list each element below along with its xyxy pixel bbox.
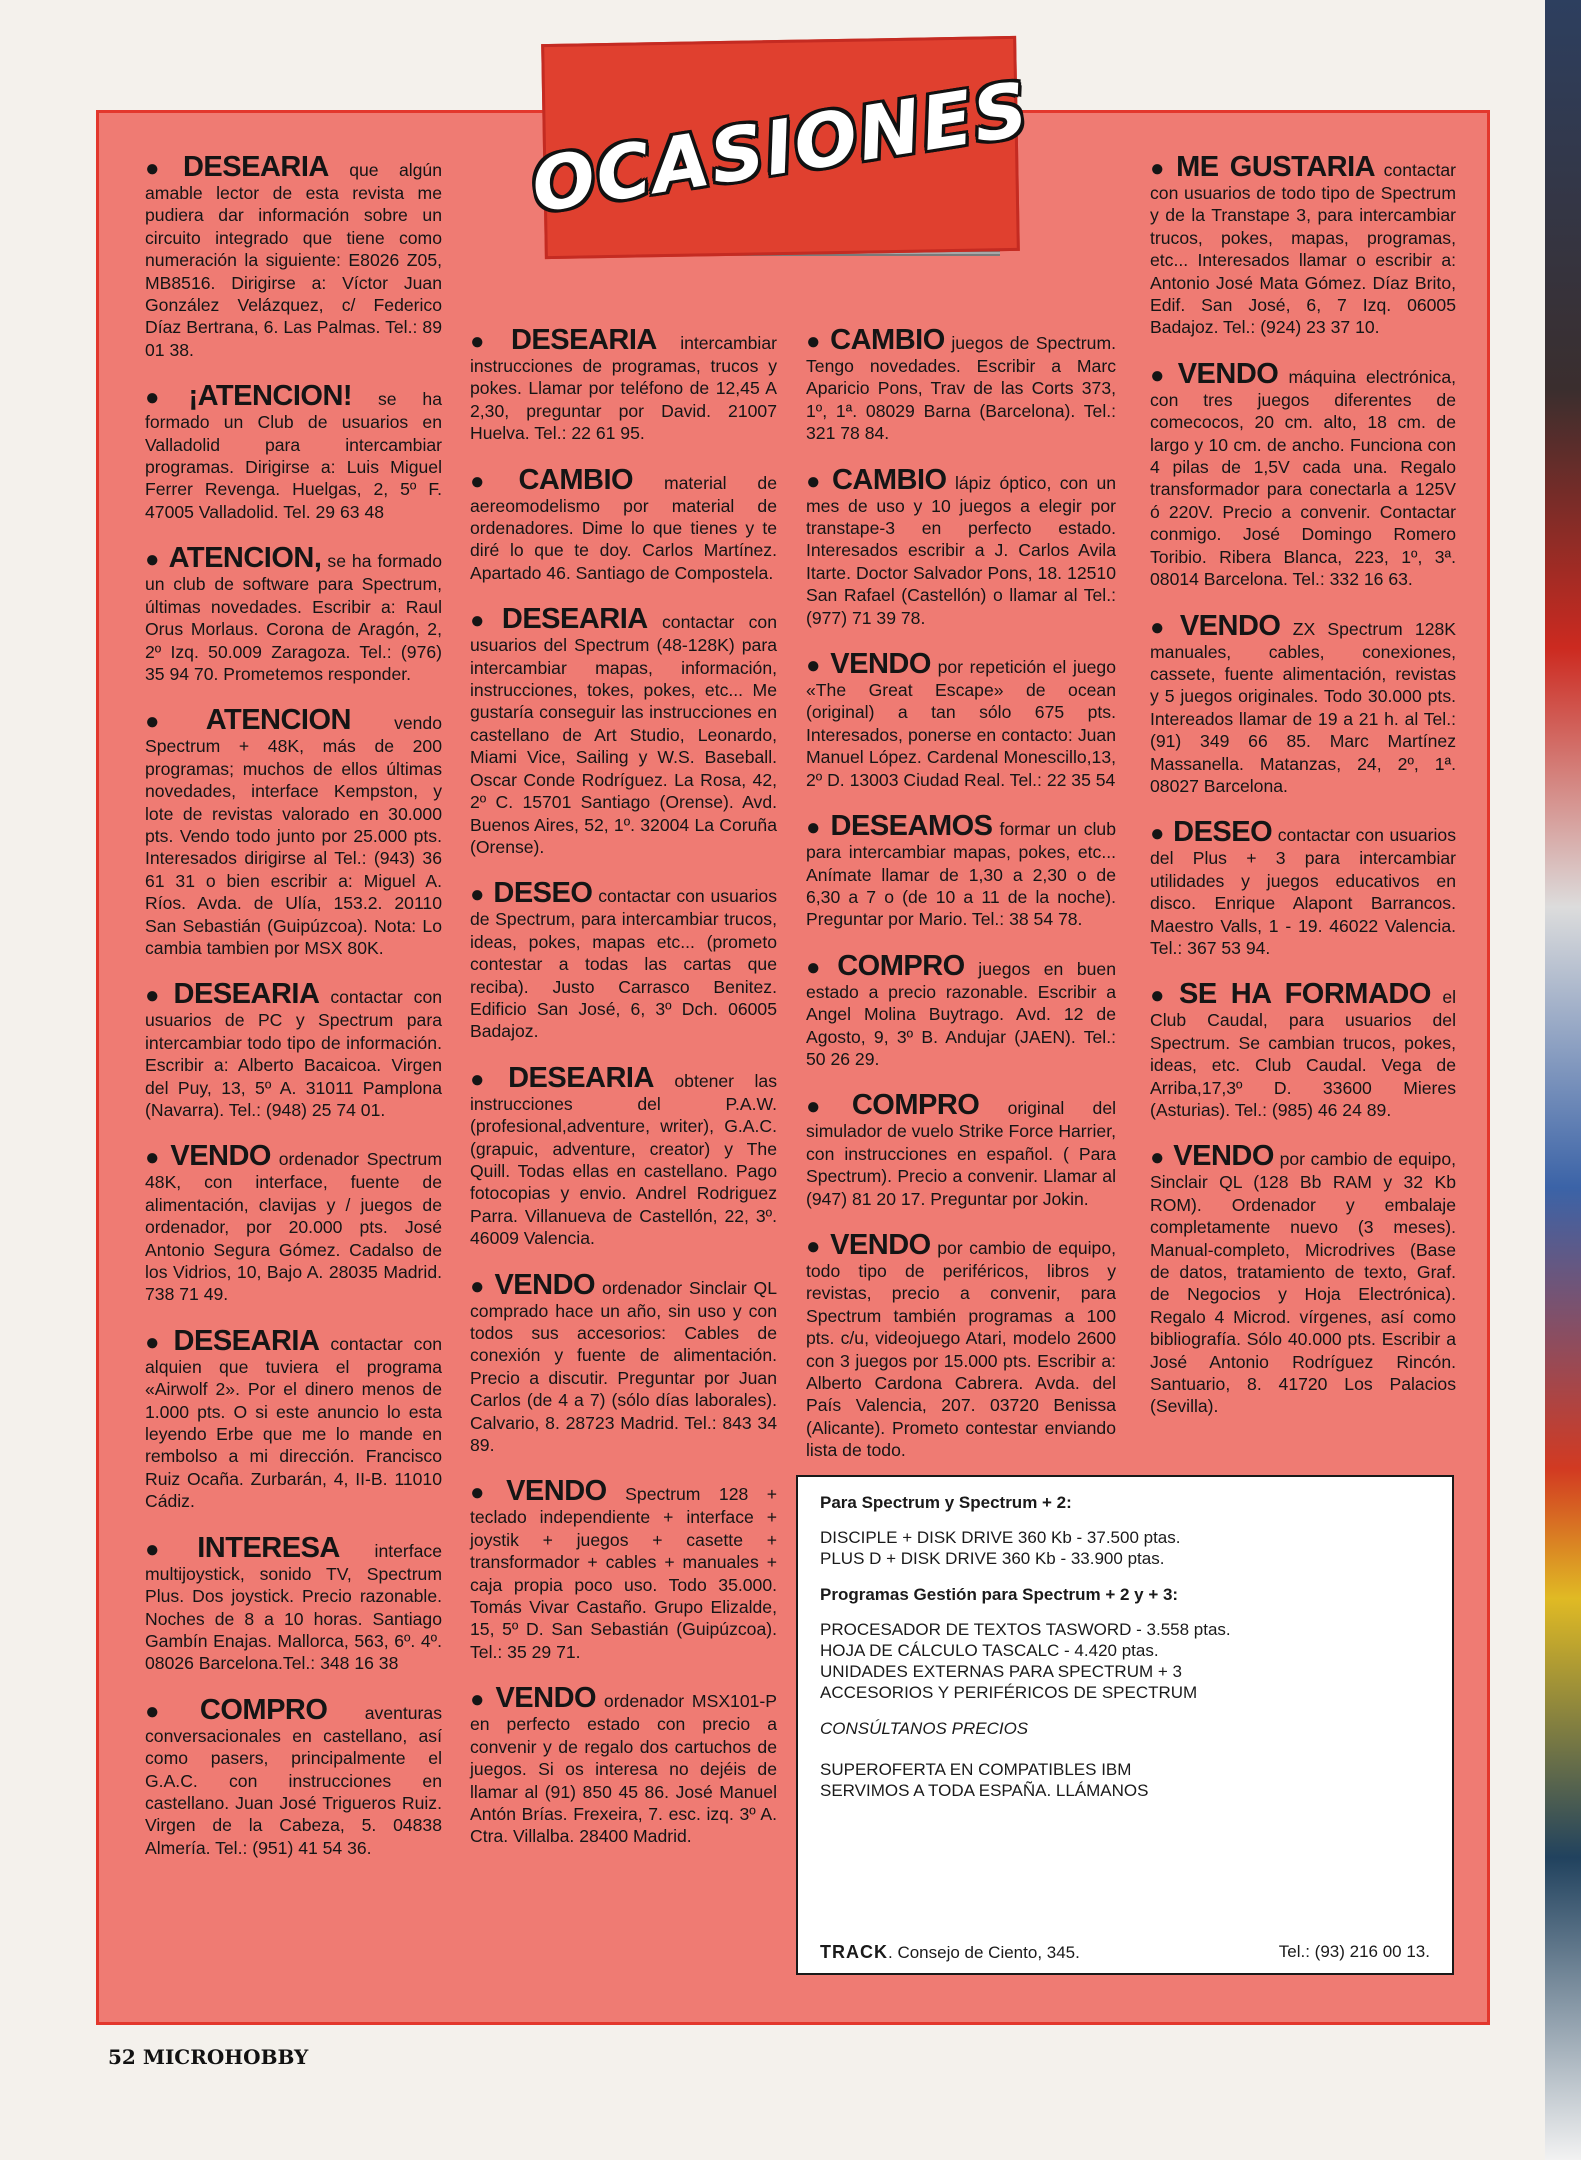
ad-keyword: ATENCION,: [168, 542, 322, 575]
bullet-icon: ●: [145, 384, 181, 412]
bullet-icon: ●: [470, 1686, 488, 1714]
bullet-icon: ●: [1150, 155, 1169, 182]
ad-keyword: DESEAMOS: [830, 810, 993, 843]
track-line: PLUS D + DISK DRIVE 360 Kb - 33.900 ptas.: [820, 1549, 1165, 1568]
ad-text: que algún amable lector de esta revista me pudiera dar información sobre un circuito integrado que tiene como numeración la siguiente: E8026 Z05, MB8516. Dirigirse a: Víctor Juan González Velázquez, c/ Federico Díaz Bertrana, 6. Las Palmas. Tel.: 89 01 38.: [145, 160, 442, 360]
ad-keyword: DESEARIA: [508, 1061, 654, 1094]
ad-text: aventuras conversacionales en castellano, así como pasers, principalmente el G.A.C. con instrucciones en castellano. Juan José Trigueros Ruiz. Virgen de la Cabeza, 5. 04838 Almería. Tel.: (951) 41 54 36.: [145, 1702, 442, 1858]
bullet-icon: ●: [1150, 613, 1172, 641]
ad-keyword: VENDO: [170, 1140, 271, 1173]
bullet-icon: ●: [806, 953, 830, 981]
bullet-icon: ●: [1150, 820, 1166, 848]
ad-keyword: COMPRO: [199, 1693, 328, 1726]
classified-ad: [470, 1476, 777, 1663]
ad-keyword: VENDO: [1173, 1140, 1274, 1173]
classified-ad: [145, 381, 442, 523]
ad-keyword: DESEARIA: [182, 151, 329, 183]
track-phone: Tel.: (93) 216 00 13.: [1278, 1942, 1430, 1961]
column-3: [806, 325, 1116, 1482]
classified-ad: [806, 811, 1116, 931]
bullet-icon: ●: [145, 982, 166, 1010]
bullet-icon: ●: [145, 1697, 192, 1725]
ad-text: contactar con usuarios del Plus + 3 para intercambiar utilidades y juegos educativos en disco. Enrique Alapont Barrancos. Maestro Valls, 1 - 19. 46022 Valencia. Tel.: 367 53 94.: [1150, 825, 1456, 958]
track-consult: CONSÚLTANOS PRECIOS: [820, 1719, 1029, 1738]
ad-keyword: VENDO: [1179, 609, 1281, 642]
ad-text: contactar con usuarios de PC y Spectrum para intercambiar todo tipo de información. Escribir a: Alberto Bacaicoa. Virgen del Puy, 13, 5º A. 31011 Pamplona (Navarra). Tel.: (948) 25 74 01.: [145, 987, 443, 1120]
bullet-icon: ●: [806, 467, 824, 495]
bullet-icon: ●: [1150, 1144, 1166, 1172]
track-line: SERVIMOS A TODA ESPAÑA. LLÁMANOS: [820, 1781, 1149, 1800]
classified-ad: [1150, 817, 1456, 959]
bullet-icon: ●: [1150, 361, 1170, 389]
track-line: UNIDADES EXTERNAS PARA SPECTRUM + 3: [820, 1662, 1182, 1681]
ad-text: obtener las instrucciones del P.A.W. (profesional,adventure, writer), G.A.C. (grapuic, adventure, creator) y The Quill. Todas ellas en castellano. Pago fotocopias y envio. Andrel Rodriguez Parra. Villanueva de Castellón, 22, 3º. 46009 Valencia.: [470, 1070, 777, 1249]
ad-keyword: ATENCION: [205, 704, 351, 737]
ad-keyword: VENDO: [1177, 357, 1279, 390]
ad-keyword: DESEO: [1173, 816, 1273, 849]
classified-ad: [145, 543, 442, 685]
ad-text: ZX Spectrum 128K manuales, cables, conexiones, cassete, fuente alimentación, revistas y 5 juegos originales. Todo 30.000 pts. Intereados llamar de 19 a 21 h. al Tel.: (91) 349 66 85. Marc Martínez Massanella. Matanzas, 24, 2º, 1ª. 08027 Barcelona.: [1150, 618, 1457, 796]
classified-ad: [145, 979, 442, 1121]
classified-ad: [470, 465, 777, 585]
ad-text: vendo Spectrum + 48K, más de 200 programas; muchos de ellos últimas novedades, interface Kempston, y lote de revistas valorado en 30.000 pts. Vendo todo junto por 25.000 pts. Interesados dirigirse al Tel.: (943) 36 61 31 o bien escribir a: Miguel A. Ríos. Avda. de Ulía, 153.2. 20110 San Sebastián (Guipúzcoa). Nota: Lo cambia tambien por MSX 80K.: [145, 713, 442, 958]
ad-text: contactar con usuarios del Spectrum (48-128K) para intercambiar mapas, información, instrucciones, tokes, pokes, etc... Me gustaría conseguir las instrucciones en castellano de Art Studio, Leonardo, Miami Vice, Sailing y W.S. Baseball. Oscar Conde Rodríguez. La Rosa, 42, 2º C. 15701 Santiago (Orense). Avd. Buenos Aires, 52, 1º. 32004 La Coruña (Orense).: [470, 612, 777, 857]
track-brand: TRACK: [820, 1942, 888, 1962]
ad-keyword: CAMBIO: [831, 463, 947, 496]
magazine-name: MICROHOBBY: [142, 2045, 309, 2069]
bullet-icon: ●: [145, 155, 175, 182]
ad-text: juegos en buen estado a precio razonable. Escribir a Angel Molina Buytrago. Avd. 12 de Agosto, 9, 3º B. Andujar (JAEN). Tel.: 50 26 29.: [806, 958, 1116, 1069]
classified-ad: [1150, 359, 1456, 591]
ad-text: el Club Caudal, para usuarios del Spectrum. Se cambian trucos, pokes, ideas, etc. Club Caudal. Vega de Arriba,17,3º D. 33600 Mieres (Asturias). Tel.: (985) 46 24 89.: [1150, 987, 1457, 1120]
bullet-icon: ●: [806, 814, 823, 842]
track-line: SUPEROFERTA EN COMPATIBLES IBM: [820, 1760, 1132, 1779]
track-items-1: [820, 1527, 1430, 1569]
bullet-icon: ●: [470, 467, 511, 495]
bullet-icon: ●: [470, 607, 494, 635]
track-items-2: [820, 1619, 1430, 1703]
track-address: . Consejo de Ciento, 345.: [888, 1943, 1080, 1962]
classified-ad: [470, 1063, 777, 1250]
ad-text: ordenador MSX101-P en perfecto estado con precio a convenir y de regalo dos cartuchos de juegos. Si os interesa no dejéis de llamar al (91) 850 45 86. José Manuel Antón Brías. Frexeira, 7. esc. izq. 3º A. Ctra. Villalba. 28400 Madrid.: [470, 1691, 778, 1847]
classified-ad: [145, 705, 442, 959]
classified-ad: [806, 951, 1116, 1071]
ad-text: contactar con alquien que tuviera el programa «Airwolf 2». Por el dinero menos de 1.000 pts. O si este anuncio lo esta leyendo Erbe que me lo mande en rembolso a mi dirección. Francisco Ruiz Ocaña. Zurbarán, 4, II-B. 11010 Cádiz.: [145, 1333, 443, 1512]
bullet-icon: ●: [145, 1328, 166, 1356]
classified-ad: [470, 1683, 777, 1847]
ad-keyword: CAMBIO: [518, 463, 634, 496]
classified-ad: [145, 1533, 442, 1675]
classified-ad: [806, 325, 1116, 445]
bullet-icon: ●: [806, 328, 823, 355]
ad-keyword: DESEARIA: [173, 978, 320, 1011]
classified-ad: [145, 152, 442, 361]
track-heading-spectrum: Para Spectrum y Spectrum + 2:: [820, 1493, 1072, 1512]
ad-text: original del simulador de vuelo Strike Force Harrier, con instrucciones en español. ( Para Spectrum). Precio a convenir. Llamar al (947) 81 20 17. Preguntar por Jokin.: [806, 1098, 1117, 1209]
ad-keyword: VENDO: [494, 1268, 596, 1301]
bullet-icon: ●: [145, 1535, 190, 1563]
classified-ad: [470, 878, 777, 1042]
track-line: ACCESORIOS Y PERIFÉRICOS DE SPECTRUM: [820, 1683, 1198, 1702]
ad-keyword: DESEO: [493, 877, 593, 910]
classified-ad: [806, 649, 1116, 791]
classified-ad: [145, 1326, 442, 1513]
bullet-icon: ●: [145, 1144, 163, 1172]
ad-keyword: VENDO: [830, 1228, 931, 1261]
ad-keyword: ¡ATENCION!: [188, 380, 353, 413]
ad-keyword: DESEARIA: [501, 603, 648, 636]
bullet-icon: ●: [806, 652, 823, 680]
bullet-icon: ●: [145, 546, 161, 574]
page-footer: [108, 2045, 308, 2069]
ad-text: intercambiar instrucciones de programas, trucos y pokes. Llamar por teléfono de 12,45 A 2,30, preguntar por David. 21007 Huelva. Tel.: 22 61 95.: [470, 333, 777, 444]
ad-text: lápiz óptico, con un mes de uso y 10 juegos a elegir por transtape-3 en perfecto estado. Interesados escribir a J. Carlos Avila Itarte. Doctor Salvador Pons, 18. 12510 San Rafael (Castellón) o llamar al Tel.: (977) 71 39 78.: [806, 472, 1117, 628]
classified-ad: [470, 1270, 777, 1457]
track-advertisement: [796, 1475, 1454, 1975]
ad-text: por cambio de equipo, Sinclair QL (128 Bb RAM y 32 Kb ROM). Ordenador y embalaje completamente nuevo (3 meses). Manual-completo, Microdrives (Base de datos, tratamiento de texto, Graf. de Negocios y Hoja Electrónica). Regalo 4 Microd. vírgenes, así como bibliografía. Sólo 40.000 pts. Escribir a José Antonio Rodríguez Rincón. Santuario, 8. 41720 Los Palacios (Sevilla).: [1150, 1149, 1457, 1417]
bullet-icon: ●: [806, 1093, 844, 1121]
bullet-icon: ●: [145, 708, 198, 736]
ad-keyword: VENDO: [506, 1475, 607, 1508]
ad-keyword: INTERESA: [197, 1531, 340, 1564]
column-2: [470, 325, 777, 1868]
adjacent-page-strip: [1545, 0, 1581, 2160]
ad-keyword: COMPRO: [851, 1089, 980, 1122]
ad-text: material de aereomodelismo por material de ordenadores. Dime lo que tienes y te diré lo que te doy. Carlos Martínez. Apartado 46. Santiago de Compostela.: [470, 472, 777, 583]
ad-text: juegos de Spectrum. Tengo novedades. Escribir a Marc Aparicio Pons, Trav de las Corts 373, 1º, 1ª. 08029 Barna (Barcelona). Tel.: 321 78 84.: [806, 333, 1116, 444]
bullet-icon: ●: [806, 1232, 823, 1260]
classified-ad: [1150, 979, 1456, 1121]
ad-text: Spectrum 128 + teclado independiente + interface + joystik + juegos + casette + transformador + cables + manuales + caja propia poco uso. Todo 35.000. Tomás Vivar Castaño. Grupo Elizalde, 15, 5º D. San Sebastián (Guipúzcoa). Tel.: 35 29 71.: [470, 1484, 777, 1662]
track-line: PROCESADOR DE TEXTOS TASWORD - 3.558 ptas.: [820, 1620, 1231, 1639]
bullet-icon: ●: [470, 1272, 487, 1300]
ad-keyword: ME GUSTARIA: [1176, 151, 1376, 183]
ad-keyword: COMPRO: [837, 949, 965, 982]
classified-ad: [806, 1230, 1116, 1462]
classified-ad: [1150, 611, 1456, 798]
classified-ad: [470, 604, 777, 858]
track-line: DISCIPLE + DISK DRIVE 360 Kb - 37.500 ptas.: [820, 1528, 1181, 1547]
ad-text: por cambio de equipo, todo tipo de periféricos, libros y revistas, precio a convenir, para Spectrum también programas a 100 pts. c/u, videojuego Atari, modelo 2600 con 3 juegos por 15.000 pts. Escribir a: Alberto Cardona Cabrera. Avda. del País Valencia, 207. 03720 Benissa (Alicante). Prometo contestar enviando lista de todo.: [806, 1237, 1117, 1461]
bullet-icon: ●: [1150, 982, 1171, 1010]
page-number: 52: [108, 2045, 136, 2069]
ad-text: máquina electrónica, con tres juegos diferentes de comecocos, 20 cm. alto, 18 cm. de largo y 10 cm. de ancho. Funciona con 4 pilas de 1,5V cada una. Regalo transformador para conectarla a 125V ó 220V. Precio a convenir. Contactar conmigo. José Domingo Romero Toribio. Ribera Blanca, 223, 1º, 3ª. 08014 Barcelona. Tel.: 332 16 63.: [1150, 366, 1456, 590]
bullet-icon: ●: [470, 328, 503, 355]
ad-text: contactar con usuarios de Spectrum, para intercambiar trucos, ideas, pokes, mapas etc... (prometo contestar a todas las cartas que reciba). Justo Carrasco Benitez. Edificio San José, 6, 3º Dch. 06005 Badajoz.: [470, 886, 777, 1042]
ocasiones-banner: [525, 36, 1036, 259]
track-line: HOJA DE CÁLCULO TASCALC - 4.420 ptas.: [820, 1641, 1159, 1660]
ad-keyword: DESEARIA: [173, 1324, 320, 1357]
classified-ad: [806, 1090, 1116, 1210]
bullet-icon: ●: [470, 1479, 499, 1507]
track-footer: [820, 1942, 1430, 1963]
ad-text: interface multijoystick, sonido TV, Spectrum Plus. Dos joystick. Precio razonable. Noches de 8 a 10 horas. Santiago Gambín Enajas. Mallorca, 563, 6º. 4º. 08026 Barcelona.Tel.: 348 16 38: [145, 1540, 443, 1674]
ad-text: se ha formado un Club de usuarios en Valladolid para intercambiar programas. Dirigirse a: Luis Miguel Ferrer Revenga. Huelgas, 2, 5º F. 47005 Valladolid. Tel. 29 63 48: [145, 389, 442, 522]
ad-keyword: SE HA FORMADO: [1179, 978, 1431, 1011]
ad-keyword: VENDO: [830, 648, 931, 681]
ad-keyword: DESEARIA: [510, 324, 657, 356]
ad-text: por repetición el juego «The Great Escape» de ocean (original) a tan sólo 675 pts. Interesados, ponerse en contacto: Juan Manuel López. Cardenal Monescillo,13, 2º D. 13003 Ciudad Real. Tel.: 22 35 54: [806, 657, 1117, 790]
column-1: [145, 152, 442, 1879]
classified-ad: [1150, 152, 1456, 339]
classified-ad: [470, 325, 777, 445]
ad-text: ordenador Sinclair QL comprado hace un año, sin uso y con todos sus accesorios: Cables de conexión y fuente de alimentación. Precio a discutir. Preguntar por Juan Carlos (de 4 a 7) (sólo días laborales). Calvario, 8. 28723 Madrid. Tel.: 843 34 89.: [470, 1277, 777, 1456]
banner-title: OCASIONES: [525, 65, 1036, 230]
ad-text: contactar con usuarios de todo tipo de Spectrum y de la Transtape 3, para intercambiar trucos, pokes, mapas, programas, etc... Interesados llamar o escribir a: Antonio José Mata Gómez. Díaz Brito, Edif. San José, 6, 7 Izq. 06005 Badajoz. Tel.: (924) 23 37 10.: [1150, 160, 1456, 338]
ad-text: formar un club para intercambiar mapas, pokes, etc... Anímate llamar de 1,30 a 2,30 o de 6,30 a 7 o (de 10 a 11 de la noche). Preguntar por Mario. Tel.: 38 54 78.: [806, 819, 1117, 930]
bullet-icon: ●: [470, 881, 486, 909]
classified-ad: [806, 465, 1116, 629]
ad-text: se ha formado un club de software para Spectrum, últimas novedades. Escribir a: Raul Orus Morlaus. Corona de Aragón, 2, 2º Izq. 50.009 Zaragoza. Tel.: (976) 35 94 70. Prometemos responder.: [145, 551, 442, 684]
track-heading-programas: Programas Gestión para Spectrum + 2 y + 3:: [820, 1585, 1179, 1604]
track-items-3: [820, 1759, 1430, 1801]
column-4: [1150, 152, 1456, 1438]
ad-keyword: VENDO: [495, 1682, 597, 1715]
ad-text: ordenador Spectrum 48K, con interface, fuente de alimentación, clavijas y / juegos de ordenador, por 20.000 pts. José Antonio Segura Gómez. Cadalso de los Vidrios, 10, Bajo A. 28035 Madrid. 738 71 49.: [145, 1149, 442, 1305]
classified-ad: [145, 1141, 442, 1305]
classified-ad: [145, 1695, 442, 1859]
bullet-icon: ●: [470, 1065, 501, 1093]
classified-ad: [1150, 1141, 1456, 1417]
ad-keyword: CAMBIO: [830, 324, 945, 356]
